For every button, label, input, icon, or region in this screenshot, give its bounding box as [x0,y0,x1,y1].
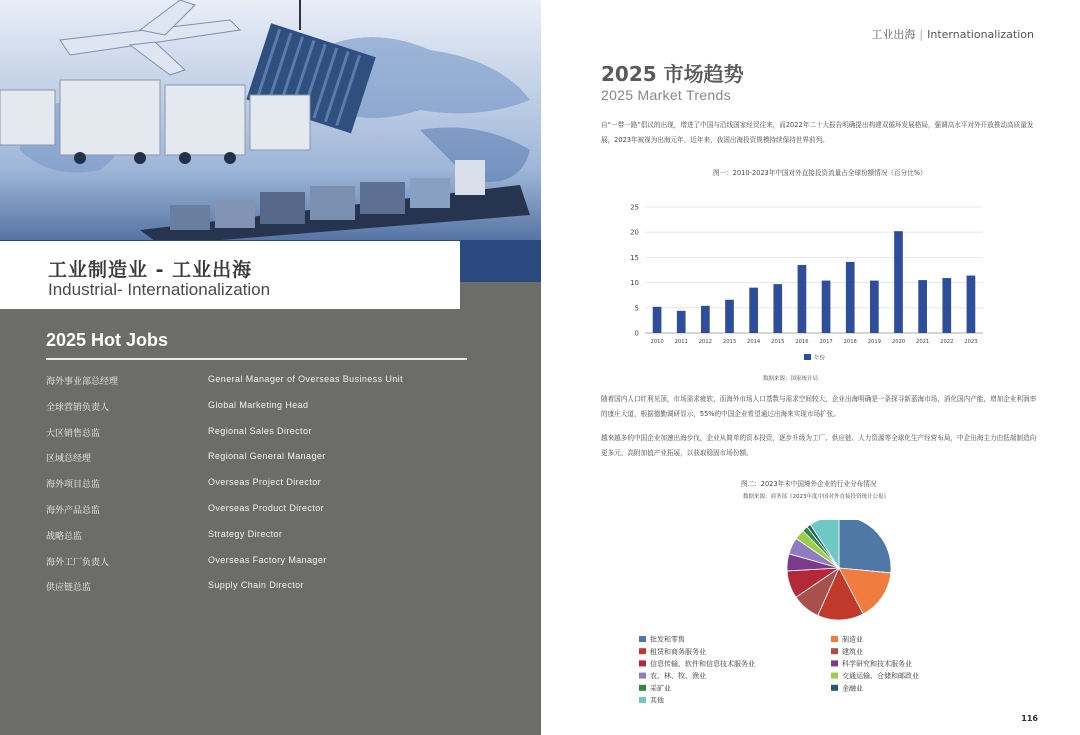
paragraph-intro: 自“一带一路”倡议的出现，增进了中国与沿线国家经贸往来，而2022年二十大报告明确提出构建双循环发展格局，强调高水平对外开放推动高质量发展，2023年被视为出海元年，近年来，我国出海投资规模持续保持世界前列。 [601,121,1034,144]
job-en: Regional Sales Director [208,425,312,436]
legend-label: 批发和零售 [650,635,685,644]
legend-swatch [639,648,646,654]
section-title-en: Industrial- Internationalization [48,280,271,299]
page-number: 116 [1021,714,1038,723]
legend-swatch [831,685,838,691]
x-tick-label: 2022 [940,339,954,345]
bar [894,231,903,333]
y-tick-label: 0 [634,329,639,338]
y-tick-label: 10 [630,279,639,288]
legend-label: 租赁和商务服务业 [650,647,706,656]
legend-swatch [831,660,838,666]
legend-swatch [831,648,838,654]
legend-swatch [831,636,838,642]
jobs-list [46,374,486,606]
figure2-source: 数据来源：商务部《2023年度中国对外直接投资统计公报》 [743,494,889,500]
bar [677,311,686,333]
job-row [46,580,486,606]
hot-jobs-divider [46,358,467,360]
job-en: General Manager of Overseas Business Unit [208,374,403,384]
legend-swatch [804,354,811,360]
x-tick-label: 2012 [698,339,712,345]
y-tick-label: 20 [630,228,639,237]
job-cn: 战略总监 [46,531,83,542]
bar [846,262,855,333]
job-cn: 海外事业部总经理 [46,377,119,387]
bar [773,284,782,333]
legend-label: 农、林、牧、渔业 [650,672,706,681]
legend-swatch [831,673,838,679]
section-title-cn: 工业制造业 - 工业出海 [48,259,253,281]
job-row [46,400,486,426]
legend-label: 交通运输、仓储和邮政业 [842,672,919,681]
job-cn: 海外工厂负责人 [46,557,110,568]
x-tick-label: 2015 [771,339,785,345]
pie-chart [631,520,991,715]
legend-label: 制造业 [842,635,863,644]
bar [967,276,976,333]
job-cn: 供应链总监 [46,583,92,594]
x-tick-label: 2014 [747,339,761,345]
legend-label: 金融业 [842,684,863,693]
market-trends-title-en: 2025 Market Trends [601,87,731,103]
x-tick-label: 2017 [819,339,833,345]
legend-label: 科学研究和技术服务业 [842,660,912,668]
legend-swatch [639,685,646,691]
hot-jobs-title: 2025 Hot Jobs [46,330,169,350]
header-en: Internationalization [927,28,1034,41]
job-row [46,555,486,581]
job-row [46,451,486,477]
y-tick-label: 5 [634,304,639,313]
job-en: Strategy Director [208,528,283,539]
legend-swatch [639,697,646,703]
right-page [541,0,1080,735]
bar [725,300,734,333]
bar [701,306,710,333]
job-cn: 海外产品总监 [46,505,101,516]
legend-swatch [639,660,646,666]
x-tick-label: 2021 [916,339,930,345]
job-en: Supply Chain Director [208,580,304,591]
logistics-photo-illustration [0,0,541,282]
x-tick-label: 2023 [964,339,978,345]
y-tick-label: 25 [630,203,639,212]
bar [822,281,831,333]
job-en: Overseas Product Director [208,502,325,513]
x-tick-label: 2019 [867,339,881,345]
paragraph-expansion: 越来越多的中国企业加速出海步伐，企业从简单的资本投资，逐步升级为工厂、供应链、人力资源等全球化生产经营布局，中企出海主力由低端制造向更多元、高附加值产业拓展，以获取稳固市场份额。 [601,434,1037,457]
job-en: Overseas Factory Manager [208,554,327,565]
legend-swatch [639,636,646,642]
legend-label: 建筑业 [842,647,863,656]
job-cn: 全球营销负责人 [46,402,110,413]
job-en: Global Marketing Head [208,399,309,410]
figure1-source: 数据来源：国家统计局 [763,376,819,382]
x-tick-label: 2018 [843,339,857,345]
x-tick-label: 2020 [891,339,906,345]
bar [749,288,758,333]
x-tick-label: 2013 [722,339,737,345]
header-cn: 工业出海 [871,28,916,41]
bar [653,307,662,333]
figure1-caption: 图一：2010-2023年中国对外直接投资流量占全球份额情况（百分比%） [713,169,927,177]
legend-label: 采矿业 [650,684,671,693]
x-tick-label: 2010 [650,339,664,345]
x-tick-label: 2011 [674,339,688,345]
job-cn: 海外项目总监 [46,480,101,491]
running-header [871,26,1034,42]
job-cn: 区域总经理 [46,454,92,465]
figure2-caption: 图二：2023年末中国境外企业的行业分布情况 [741,480,877,488]
job-row [46,477,486,503]
market-trends-title-cn: 2025 市场趋势 [601,62,744,86]
header-separator: | [919,28,924,41]
legend-label: 其他 [650,696,664,705]
pie-slice [839,520,891,573]
legend-label: 年份 [814,355,826,362]
bar [918,280,927,333]
job-cn: 大区销售总监 [46,428,101,439]
paragraph-market: 随着国内人口红利见顶，市场需求疲软，而海外市场人口基数与需求空间较大，企业出海明确是一条探寻新蓝海市场，消化国内产能，增加企业利润率的康庄大道，根据德勤调研显示，55%的中国企业希望通过出海来实现市场扩张。 [601,395,1037,418]
bar [798,265,807,333]
legend-label: 信息传输、软件和信息技术服务业 [650,660,755,668]
logistics-photo [0,0,541,282]
x-tick-label: 2016 [795,339,809,345]
legend-swatch [639,673,646,679]
job-row [46,503,486,529]
job-row [46,374,486,400]
bar [870,281,879,333]
bar-chart [621,195,991,370]
y-tick-label: 15 [630,253,639,262]
job-row [46,529,486,555]
bar [942,278,951,333]
job-en: Overseas Project Director [208,477,322,488]
job-en: Regional General Manager [208,451,326,462]
job-row [46,426,486,452]
